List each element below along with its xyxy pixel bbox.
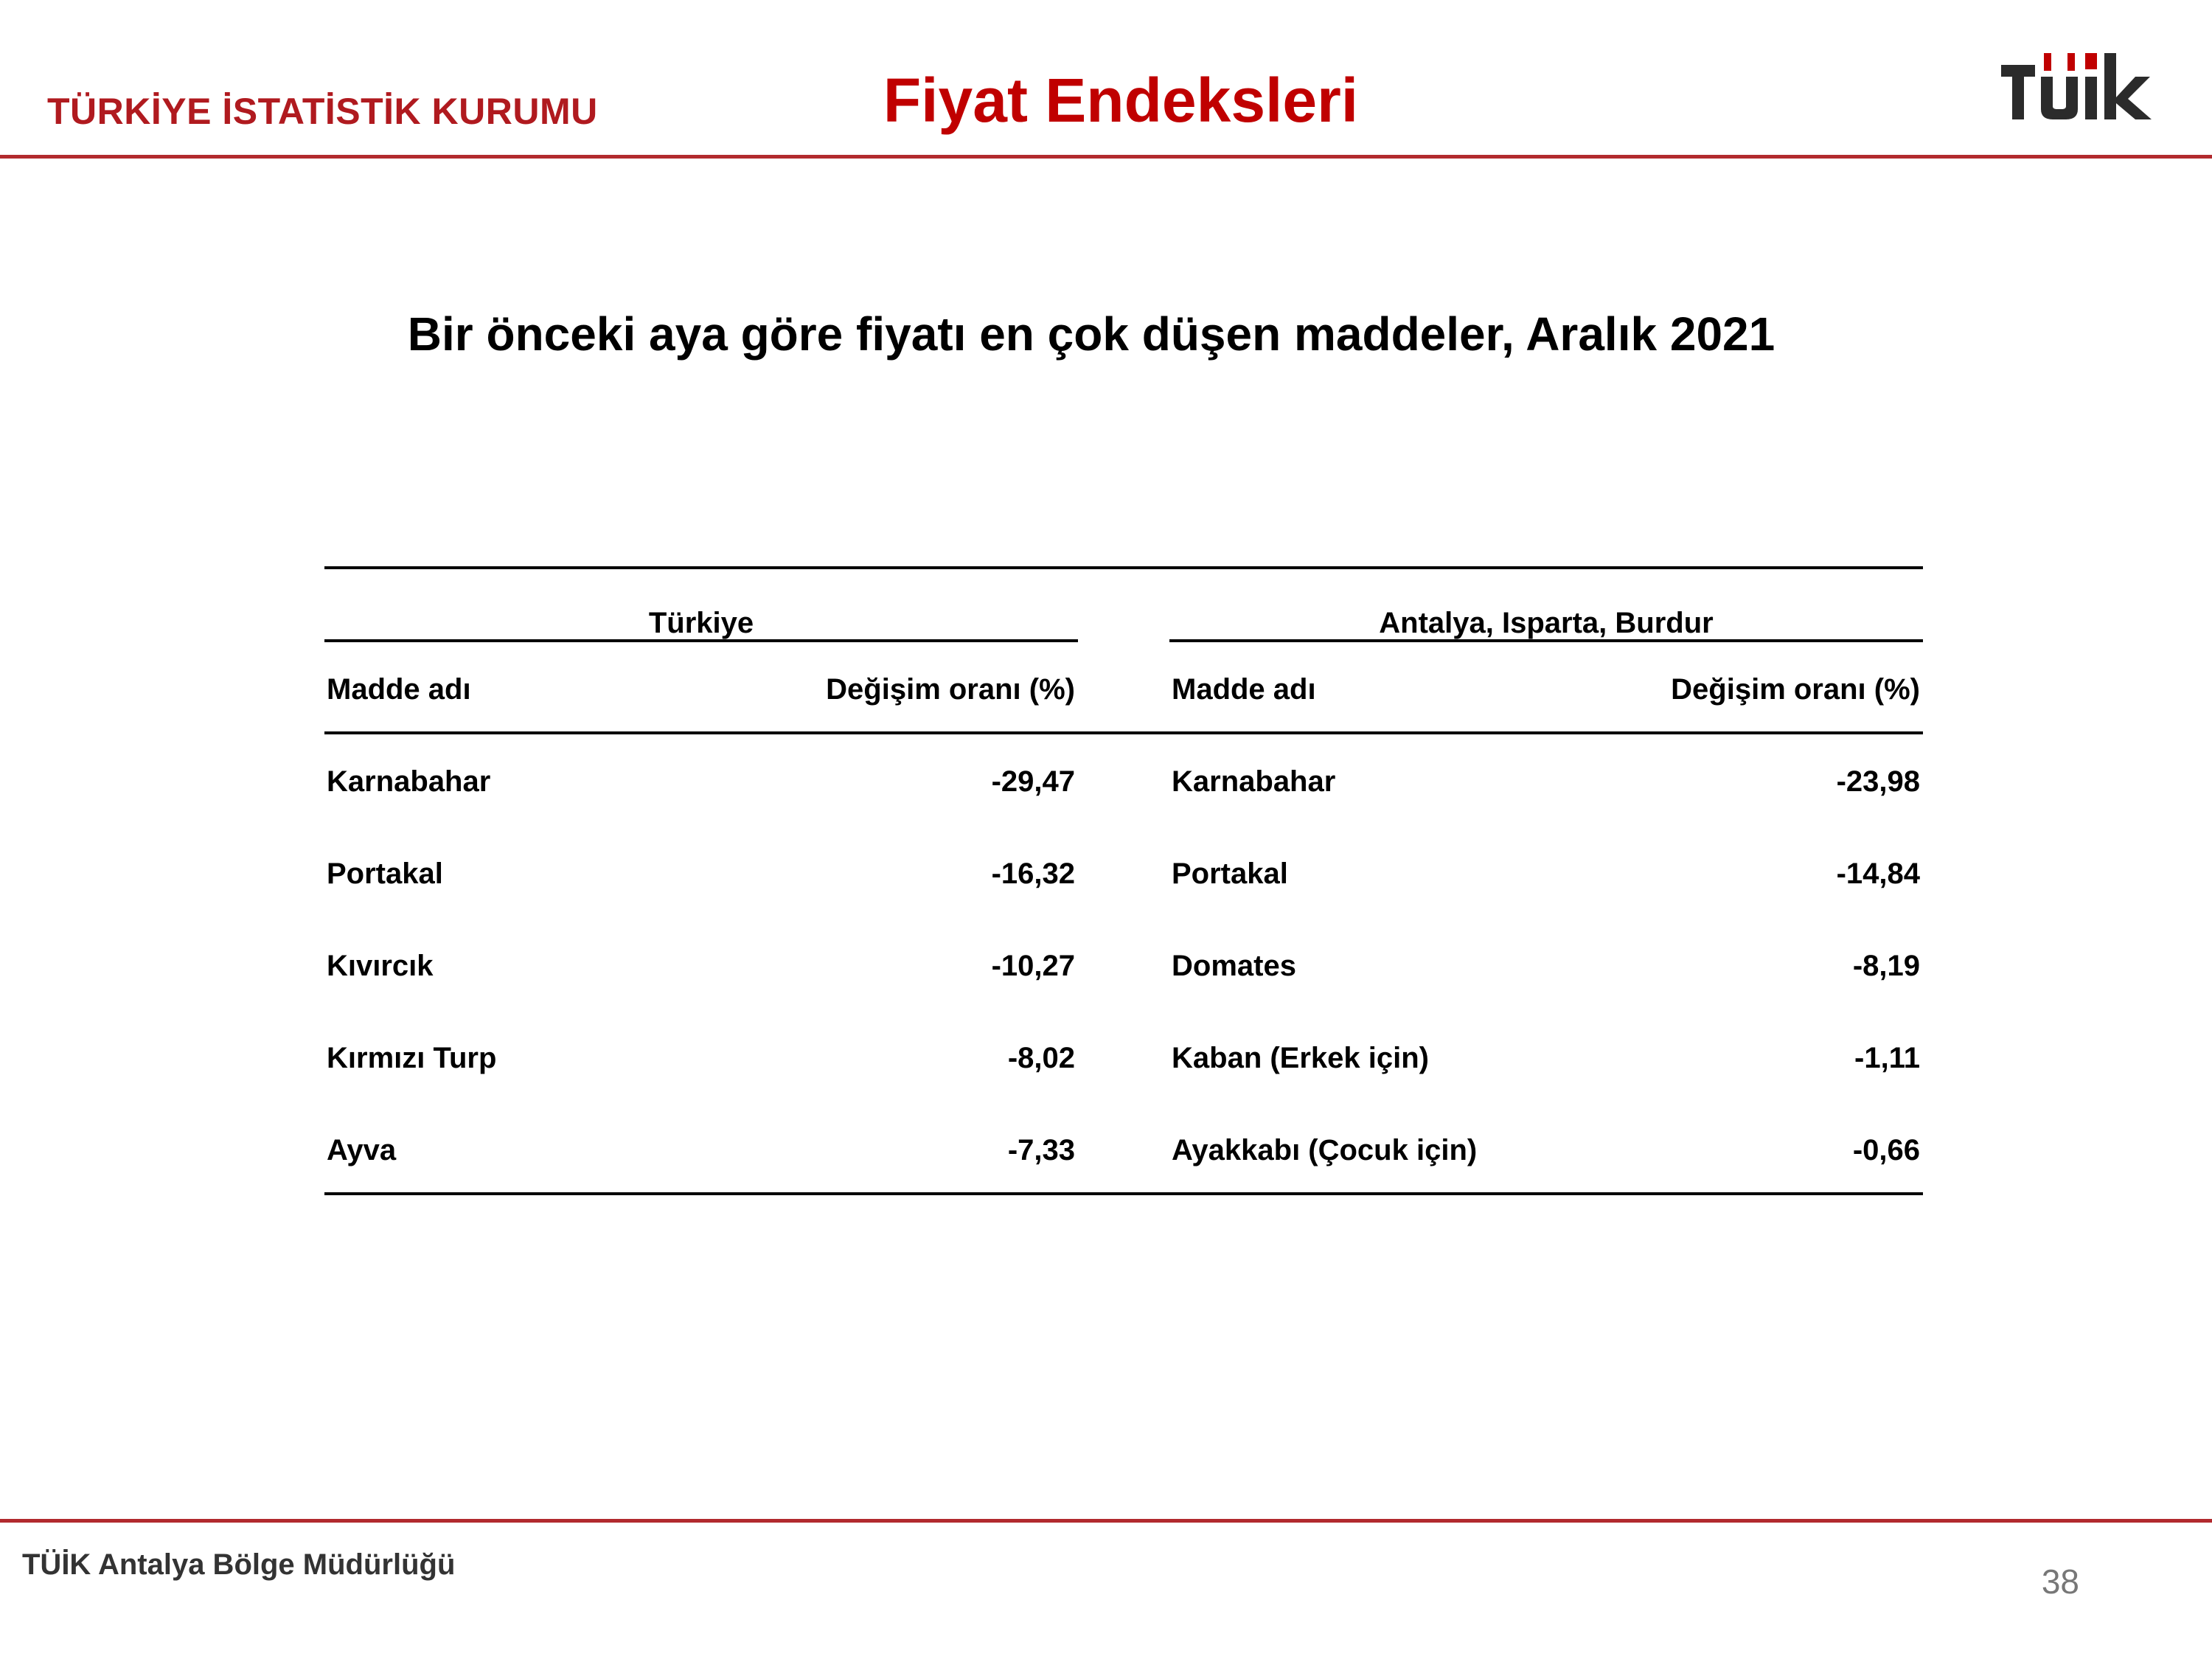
- footer-office-name: TÜİK Antalya Bölge Müdürlüğü: [22, 1548, 456, 1581]
- row-change: -23,98: [1836, 765, 1920, 798]
- column-header-item: Madde adı: [1172, 673, 1316, 706]
- row-item: Portakal: [327, 858, 443, 890]
- row-change: -16,32: [991, 858, 1075, 890]
- row-change: -10,27: [991, 950, 1075, 982]
- footer-divider: [0, 1519, 2212, 1523]
- row-item: Domates: [1172, 950, 1296, 982]
- row-change: -29,47: [991, 765, 1075, 798]
- group-header-region: Antalya, Isparta, Burdur: [1379, 607, 1714, 639]
- row-item: Ayakkabı (Çocuk için): [1172, 1134, 1478, 1166]
- row-change: -0,66: [1852, 1134, 1920, 1166]
- row-item: Karnabahar: [1172, 765, 1336, 798]
- row-item: Ayva: [327, 1134, 397, 1166]
- row-change: -1,11: [1854, 1042, 1920, 1074]
- row-change: -8,19: [1852, 950, 1920, 982]
- column-header-item: Madde adı: [327, 673, 471, 706]
- column-header-change: Değişim oranı (%): [1671, 673, 1920, 706]
- organization-name: TÜRKİYE İSTATİSTİK KURUMU: [47, 91, 598, 132]
- row-change: -8,02: [1007, 1042, 1075, 1074]
- table-bottom-rule: [324, 1192, 1923, 1195]
- row-item: Kırmızı Turp: [327, 1042, 497, 1074]
- row-item: Kaban (Erkek için): [1172, 1042, 1430, 1074]
- row-change: -7,33: [1007, 1134, 1075, 1166]
- table-title: Bir önceki aya göre fiyatı en çok düşen maddeler, Aralık 2021: [407, 307, 1775, 361]
- row-item: Kıvırcık: [327, 950, 434, 982]
- row-item: Portakal: [1172, 858, 1288, 890]
- header-bottom-rule: [324, 731, 1923, 734]
- page-title: Fiyat Endeksleri: [883, 66, 1359, 135]
- row-change: -14,84: [1836, 858, 1920, 890]
- row-item: Karnabahar: [327, 765, 491, 798]
- header-divider: [0, 155, 2212, 159]
- tuik-logo: [1998, 52, 2153, 125]
- table-top-rule: [324, 566, 1923, 569]
- column-header-change: Değişim oranı (%): [826, 673, 1075, 706]
- page-number: 38: [2041, 1562, 2079, 1601]
- group-header-turkiye: Türkiye: [648, 607, 754, 639]
